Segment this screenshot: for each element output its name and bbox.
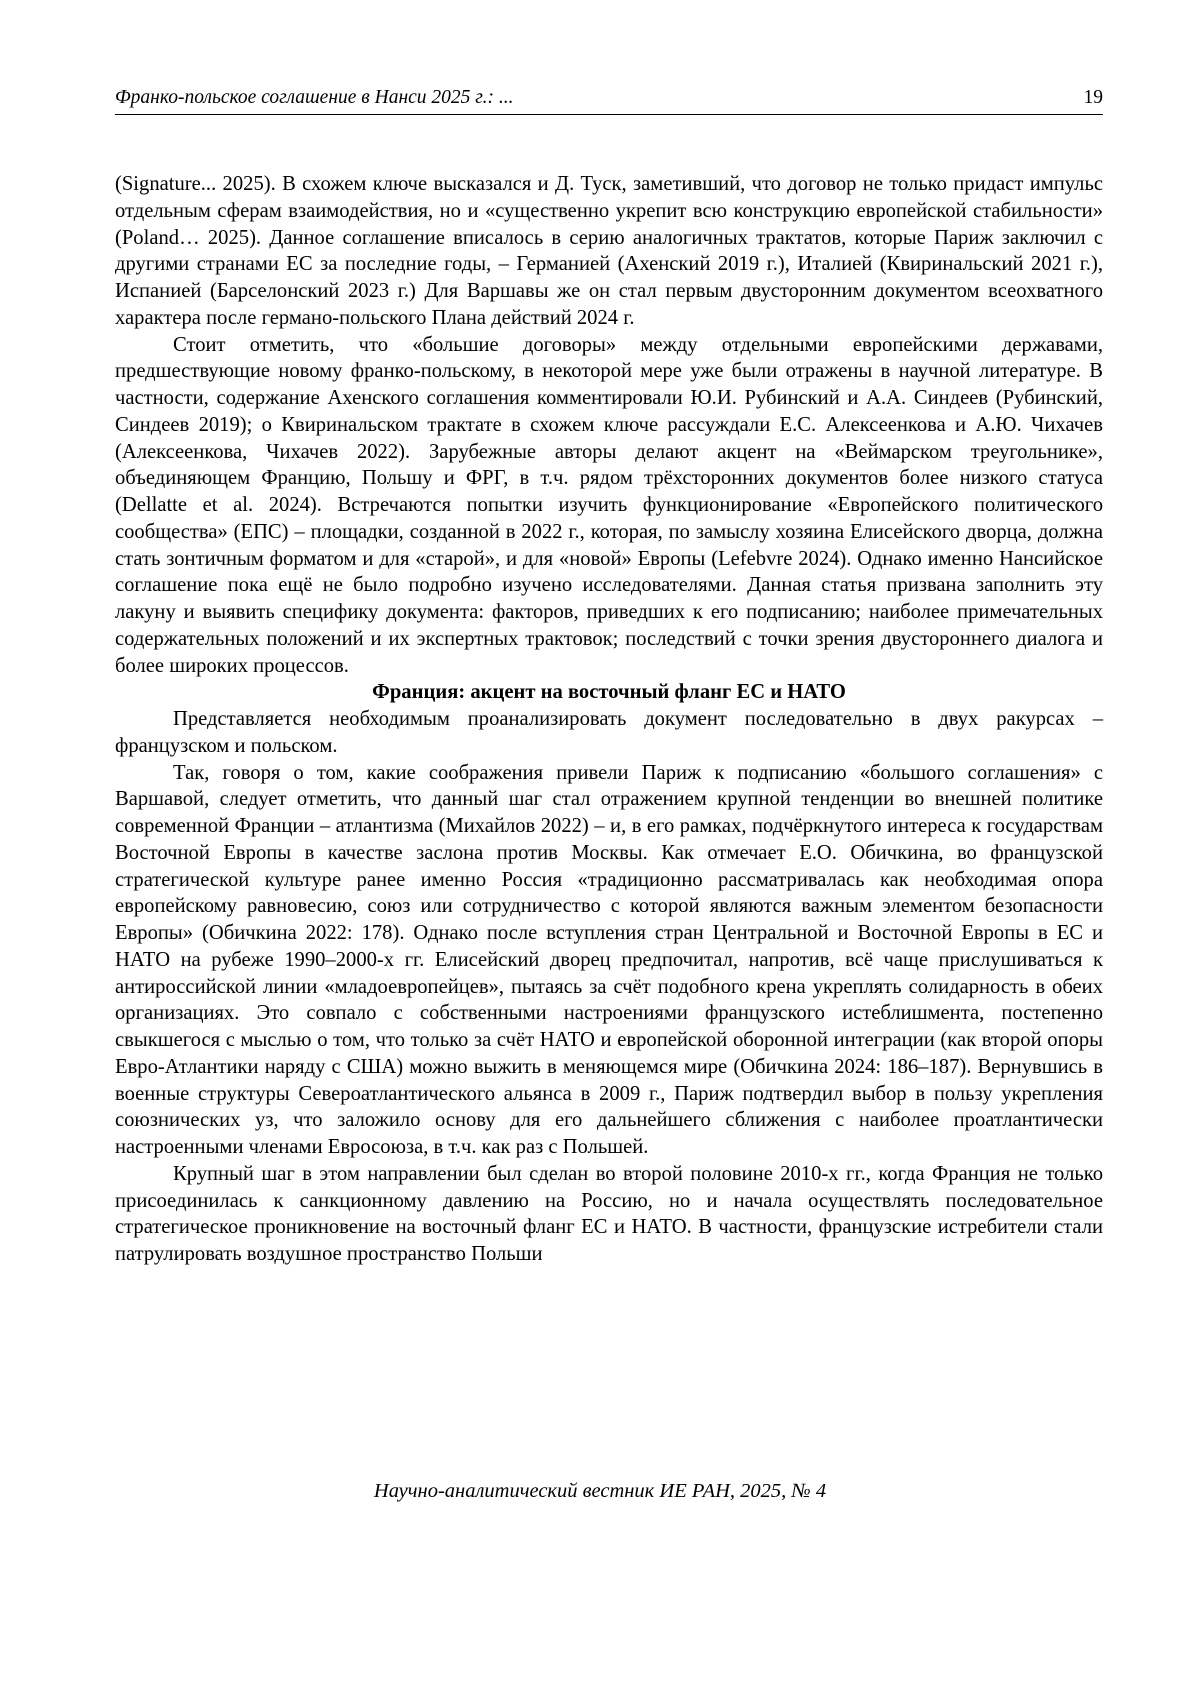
page-number: 19: [1083, 87, 1103, 108]
paragraph: Стоит отметить, что «большие договоры» между отдельными европейскими державами, предшествующие новому франко-польскому, в некоторой мере уже были отражены в научной литературе. В частности, содержание Ахенского соглашения комментировали Ю.И. Рубинский и А.А. Синдеев (Рубинский, Синдеев 2019); о Квиринальском трактате в схожем ключе рассуждали Е.С. Алексеенкова и А.Ю. Чихачев (Алексеенкова, Чихачев 2022). Зарубежные авторы делают акцент на «Веймарском треугольнике», объединяющем Францию, Польшу и ФРГ, в т.ч. рядом трёхсторонних документов более низкого статуса (Dellatte et al. 2024). Встречаются попытки изучить функционирование «Европейского политического сообщества» (ЕПС) – площадки, созданной в 2022 г., которая, по замыслу хозяина Елисейского дворца, должна стать зонтичным форматом и для «старой», и для «новой» Европы (Lefebvre 2024). Однако именно Нансийское соглашение пока ещё не было подробно изучено исследователями. Данная статья призвана заполнить эту лакуну и выявить специфику документа: факторов, приведших к его подписанию; наиболее примечательных содержательных положений и их экспертных трактовок; последствий с точки зрения двустороннего диалога и более широких процессов.: [115, 333, 1103, 677]
paragraph: Крупный шаг в этом направлении был сделан во второй половине 2010-х гг., когда Франция не только присоединилась к санкционному давлению на Россию, но и начала осуществлять последовательное стратегическое проникновение на восточный фланг ЕС и НАТО. В частности, французские истребители стали патрулировать воздушное пространство Польши: [115, 1162, 1103, 1265]
running-title: Франко-польское соглашение в Нанси 2025 г.: ...: [115, 87, 514, 108]
article-body: [115, 171, 1103, 1268]
paragraph: Так, говоря о том, какие соображения привели Париж к подписанию «большого соглашения» с Варшавой, следует отметить, что данный шаг стал отражением крупной тенденции во внешней политике современной Франции – атлантизма (Михайлов 2022) – и, в его рамках, подчёркнутого интереса к государствам Восточной Европы в качестве заслона против Москвы. Как отмечает Е.О. Обичкина, во французской стратегической культуре ранее именно Россия «традиционно рассматривалась как необходимая опора европейскому равновесию, союз или сотрудничество с которой являются важным элементом безопасности Европы» (Обичкина 2022: 178). Однако после вступления стран Центральной и Восточной Европы в ЕС и НАТО на рубеже 1990–2000-х гг. Елисейский дворец предпочитал, напротив, всё чаще прислушиваться к антироссийской линии «младоевропейцев», пытаясь за счёт подобного крена укреплять солидарность в обеих организациях. Это совпало с собственными настроениями французского истеблишмента, постепенно свыкшегося с мыслью о том, что только за счёт НАТО и европейской оборонной интеграции (как второй опоры Евро-Атлантики наряду с США) можно выжить в меняющемся мире (Обичкина 2024: 186–187). Вернувшись в военные структуры Североатлантического альянса в 2009 г., Париж подтвердил выбор в пользу укрепления союзнических уз, что заложило основу для его дальнейшего сближения с наиболее проатлантически настроенными членами Евросоюза, в т.ч. как раз с Польшей.: [115, 761, 1103, 1158]
running-header: [115, 86, 1103, 115]
journal-footer: Научно-аналитический вестник ИЕ РАН, 2025, № 4: [373, 1480, 827, 1502]
paragraph: Представляется необходимым проанализировать документ последовательно в двух ракурсах – французском и польском.: [115, 708, 1103, 757]
section-heading: Франция: акцент на восточный фланг ЕС и НАТО: [372, 681, 846, 704]
paragraph: (Signature... 2025). В схожем ключе высказался и Д. Туск, заметивший, что договор не только придаст импульс отдельным сферам взаимодействия, но и «существенно укрепит всю конструкцию европейской стабильности» (Poland… 2025). Данное соглашение вписалось в серию аналогичных трактатов, которые Париж заключил с другими странами ЕС за последние годы, – Германией (Ахенский 2019 г.), Италией (Квиринальский 2021 г.), Испанией (Барселонский 2023 г.) Для Варшавы же он стал первым двусторонним документом всеохватного характера после германо-польского Плана действий 2024 г.: [115, 173, 1103, 329]
